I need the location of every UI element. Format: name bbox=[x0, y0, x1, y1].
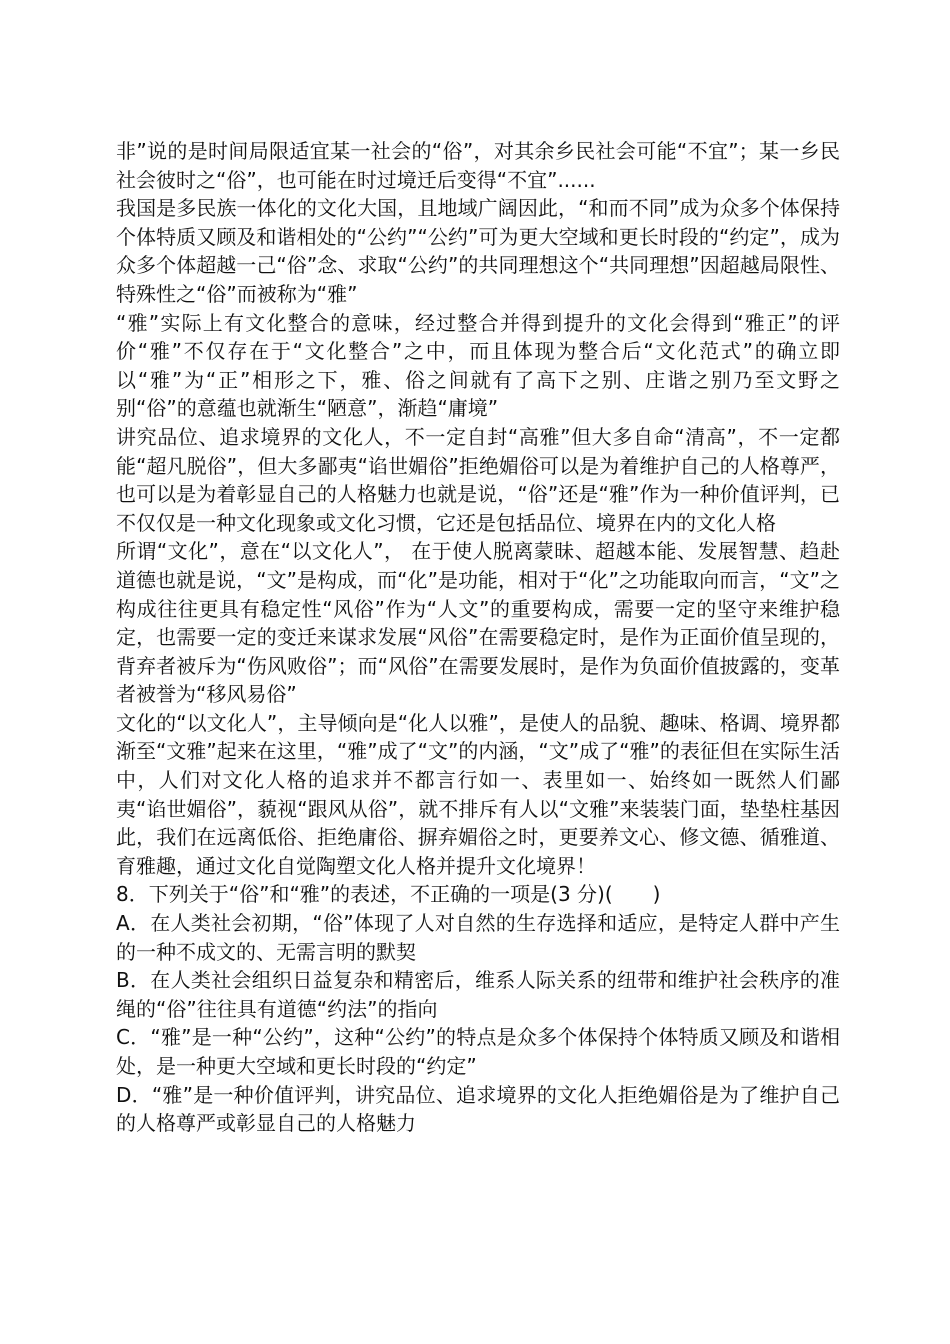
passage-paragraph-1: 非”说的是时间局限适宜某一社会的“俗”，对其余乡民社会可能“不宜”；某一乡民社会彼时之“俗”，也可能在时过境迁后变得“不宜”...... bbox=[116, 139, 840, 192]
question-stem: 8．下列关于“俗”和“雅”的表述，不正确的一项是(3 分)( ) bbox=[116, 882, 661, 907]
passage-paragraph-5: 所谓“文化”，意在“以文化人”， 在于使人脱离蒙昧、超越本能、发展智慧、趋赴道德也就是说，“文”是构成，而“化”是功能，相对于“化”之功能取向而言，“文”之构成往往更具有稳定性“风俗”作为“人文”的重要构成，需要一定的坚守来维护稳定，也需要一定的变迁来谋求发展“风俗”在需要稳定时，是作为正面价值呈现的，背弃者被斥为“伤风败俗”；而“风俗”在需要发展时，是作为负面价值披露的，变革者被誉为“移风易俗” bbox=[116, 539, 840, 707]
question-option-c: C．“雅”是一种“公约”，这种“公约”的特点是众多个体保持个体特质又顾及和谐相处，是一种更大空域和更长时段的“约定” bbox=[116, 1025, 840, 1078]
exam-text bbox=[116, 137, 840, 1138]
passage-paragraph-6: 文化的“以文化人”，主导倾向是“化人以雅”，是使人的品貌、趣味、格调、境界都渐至“文雅”起来在这里，“雅”成了“文”的内涵，“文”成了“雅”的表征但在实际生活中，人们对文化人格的追求并不都言行如一、表里如一、始终如一既然人们鄙夷“谄世媚俗”，藐视“跟风从俗”，就不排斥有人以“文雅”来装装门面，垫垫柱基因此，我们在远离低俗、拒绝庸俗、摒弃媚俗之时，更要养文心、修文德、循雅道、育雅趣，通过文化自觉陶塑文化人格并提升文化境界！ bbox=[116, 710, 840, 878]
passage-paragraph-4: 讲究品位、追求境界的文化人，不一定自封“高雅”但大多自命“清高”，不一定都能“超凡脱俗”，但大多鄙夷“谄世媚俗”拒绝媚俗可以是为着维护自己的人格尊严，也可以是为着彰显自己的人格魅力也就是说，“俗”还是“雅”作为一种价值评判，已不仅仅是一种文化现象或文化习惯，它还是包括品位、境界在内的文化人格 bbox=[116, 424, 840, 535]
passage-paragraph-2: 我国是多民族一体化的文化大国，且地域广阔因此，“和而不同”成为众多个体保持个体特质又顾及和谐相处的“公约”“公约”可为更大空域和更长时段的“约定”，成为众多个体超越一己“俗”念、求取“公约”的共同理想这个“共同理想”因超越局限性、特殊性之“俗”而被称为“雅” bbox=[116, 196, 840, 306]
question-option-b: B．在人类社会组织日益复杂和精密后，维系人际关系的纽带和维护社会秩序的准绳的“俗”往往具有道德“约法”的指向 bbox=[116, 968, 840, 1021]
question-option-d: D．“雅”是一种价值评判，讲究品位、追求境界的文化人拒绝媚俗是为了维护自己的人格尊严或彰显自己的人格魅力 bbox=[116, 1082, 840, 1136]
question-option-a: A．在人类社会初期，“俗”体现了人对自然的生存选择和适应，是特定人群中产生的一种不成文的、无需言明的默契 bbox=[116, 911, 840, 964]
passage-paragraph-3: “雅”实际上有文化整合的意味，经过整合并得到提升的文化会得到“雅正”的评价“雅”不仅存在于“文化整合”之中，而且体现为整合后“文化范式”的确立即以“雅”为“正”相形之下，雅、俗之间就有了高下之别、庄谐之别乃至文野之别“俗”的意蕴也就渐生“陋意”，渐趋“庸境” bbox=[116, 310, 840, 421]
